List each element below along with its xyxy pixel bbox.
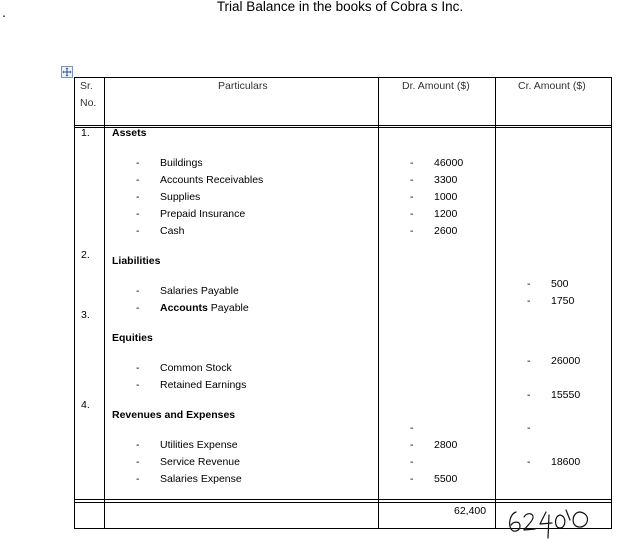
bullet-dash: - — [136, 191, 140, 203]
dr-dash: - — [410, 473, 414, 485]
bullet-dash: - — [136, 208, 140, 220]
bullet-dash: - — [136, 225, 140, 237]
dr-dash: - — [410, 157, 414, 169]
section-heading-equities: Equities — [112, 332, 153, 344]
dr-dash: - — [410, 174, 414, 186]
account-name: Common Stock — [160, 362, 232, 374]
section-number: 2. — [81, 249, 90, 261]
cr-amount: 18600 — [551, 456, 581, 468]
dr-amount: 3300 — [434, 174, 458, 186]
account-name: Retained Earnings — [160, 379, 247, 391]
dr-amount: 1000 — [434, 191, 458, 203]
bullet-dash: - — [136, 362, 140, 374]
bullet-dash: - — [136, 285, 140, 297]
section-number: 1. — [81, 127, 90, 139]
cr-dash: - — [527, 295, 531, 307]
account-name: Buildings — [160, 157, 203, 169]
section-heading-revenues-expenses: Revenues and Expenses — [112, 409, 236, 421]
account-name: Cash — [160, 225, 185, 237]
account-name: Salaries Expense — [160, 473, 242, 485]
dr-dash: - — [410, 225, 414, 237]
cr-dash: - — [527, 355, 531, 367]
dr-amount: 46000 — [434, 157, 464, 169]
account-name: Accounts Receivables — [160, 174, 264, 186]
header-particulars: Particulars — [218, 80, 268, 92]
header-dr-amount: Dr. Amount ($) — [402, 80, 470, 92]
dr-dash: - — [410, 439, 414, 451]
account-name: Prepaid Insurance — [160, 208, 246, 220]
bullet-dash: - — [136, 302, 140, 314]
cr-amount: 500 — [551, 278, 569, 290]
cr-dash: - — [527, 389, 531, 401]
dr-dash: - — [410, 208, 414, 220]
cr-dash: - — [527, 456, 531, 468]
dr-dash: - — [410, 191, 414, 203]
handwritten-cr-total — [504, 502, 604, 542]
account-name: Supplies — [160, 191, 201, 203]
section-heading-assets: Assets — [112, 127, 147, 139]
cr-dash: - — [527, 422, 531, 434]
bullet-dash: - — [136, 439, 140, 451]
bullet-dash: - — [136, 174, 140, 186]
dr-dash: - — [410, 422, 414, 434]
bullet-dash: - — [136, 473, 140, 485]
section-heading-liabilities: Liabilities — [112, 255, 161, 267]
header-cr-amount: Cr. Amount ($) — [518, 80, 586, 92]
account-name: Salaries Payable — [160, 285, 239, 297]
table-move-handle-icon[interactable] — [61, 66, 73, 78]
bullet-dash: - — [136, 157, 140, 169]
cr-amount: 1750 — [551, 295, 575, 307]
cr-amount: 15550 — [551, 389, 581, 401]
dr-amount: 2800 — [434, 439, 458, 451]
stray-mark: . — [2, 4, 6, 20]
account-name: Service Revenue — [160, 456, 240, 468]
dr-amount: 2600 — [434, 225, 458, 237]
bullet-dash: - — [136, 379, 140, 391]
header-sr: Sr. — [80, 80, 93, 92]
page-title: Trial Balance in the books of Cobra s Inc. — [216, 0, 464, 14]
bullet-dash: - — [136, 456, 140, 468]
account-name: Utilities Expense — [160, 439, 238, 451]
section-number: 4. — [81, 399, 90, 411]
cr-dash: - — [527, 278, 531, 290]
dr-amount: 1200 — [434, 208, 458, 220]
header-no: No. — [80, 97, 97, 109]
dr-total: 62,400 — [454, 505, 487, 517]
dr-amount: 5500 — [434, 473, 458, 485]
dr-dash: - — [410, 456, 414, 468]
account-name: Accounts Payable — [160, 302, 249, 314]
cr-amount: 26000 — [551, 355, 581, 367]
section-number: 3. — [81, 309, 90, 321]
